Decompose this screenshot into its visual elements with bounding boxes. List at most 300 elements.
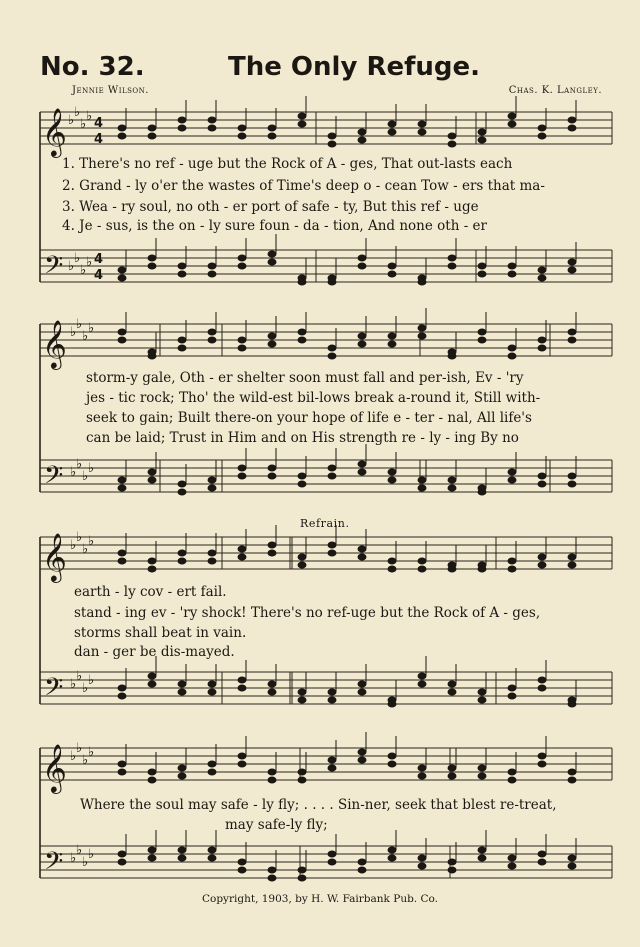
notehead: [538, 267, 546, 273]
notehead: [448, 263, 456, 269]
notehead: [118, 769, 126, 775]
notehead: [478, 847, 486, 853]
notehead: [298, 875, 306, 881]
composer-credit: Chas. K. Langley.: [508, 85, 602, 96]
notehead: [388, 121, 396, 127]
svg-text:♭: ♭: [88, 461, 95, 476]
notehead: [358, 137, 366, 143]
notehead: [418, 477, 426, 483]
notehead: [358, 689, 366, 695]
lyric-verse-3-line-2: seek to gain; Built there-on your hope of life e - ter - nal, All life's: [86, 410, 532, 426]
notehead: [208, 761, 216, 767]
notehead: [148, 255, 156, 261]
notehead: [328, 465, 336, 471]
svg-text:♭: ♭: [80, 263, 87, 278]
notehead: [478, 773, 486, 779]
notehead: [148, 769, 156, 775]
notehead: [208, 681, 216, 687]
notehead: [298, 777, 306, 783]
notehead: [448, 765, 456, 771]
lyric-verse-2-line-3: stand - ing ev - 'ry shock! There's no ref-uge but the Rock of A - ges,: [74, 605, 541, 621]
notehead: [268, 542, 276, 548]
notehead: [328, 141, 336, 147]
svg-text:♭: ♭: [86, 255, 93, 270]
notehead: [478, 855, 486, 861]
svg-text:♭: ♭: [88, 534, 95, 549]
notehead: [478, 263, 486, 269]
notehead: [508, 121, 516, 127]
notehead: [448, 353, 456, 359]
notehead: [358, 749, 366, 755]
svg-text:4: 4: [94, 268, 104, 283]
notehead: [298, 113, 306, 119]
notehead: [178, 337, 186, 343]
svg-text:4: 4: [94, 252, 104, 267]
notehead: [148, 263, 156, 269]
notehead: [448, 133, 456, 139]
svg-text:♭: ♭: [82, 753, 89, 768]
notehead: [448, 255, 456, 261]
notehead: [118, 275, 126, 281]
lyricist-credit: Jennie Wilson.: [72, 85, 149, 96]
notehead: [508, 777, 516, 783]
notehead: [268, 133, 276, 139]
notehead: [478, 129, 486, 135]
notehead: [118, 550, 126, 556]
notehead: [418, 121, 426, 127]
notehead: [508, 566, 516, 572]
notehead: [148, 353, 156, 359]
treble-clef-icon: 𝄞: [42, 532, 67, 581]
notehead: [208, 271, 216, 277]
notehead: [118, 851, 126, 857]
notehead: [358, 255, 366, 261]
notehead: [388, 263, 396, 269]
notehead: [538, 473, 546, 479]
notehead: [418, 765, 426, 771]
notehead: [238, 761, 246, 767]
notehead: [358, 859, 366, 865]
refrain-label: Refrain.: [300, 517, 350, 530]
notehead: [118, 337, 126, 343]
notehead: [418, 129, 426, 135]
notehead: [448, 689, 456, 695]
notehead: [268, 769, 276, 775]
notehead: [178, 855, 186, 861]
notehead: [268, 875, 276, 881]
notehead: [508, 863, 516, 869]
lyric-verse-3-line-1: 3. Wea - ry soul, no oth - er port of safe - ty, But this ref - uge: [62, 199, 479, 215]
notehead: [568, 267, 576, 273]
notehead: [508, 345, 516, 351]
svg-text:♭: ♭: [70, 538, 77, 553]
notehead: [508, 693, 516, 699]
notehead: [118, 477, 126, 483]
notehead: [568, 125, 576, 131]
notehead: [568, 855, 576, 861]
notehead: [448, 867, 456, 873]
notehead: [268, 341, 276, 347]
notehead: [178, 481, 186, 487]
notehead: [358, 554, 366, 560]
notehead: [118, 859, 126, 865]
notehead: [388, 761, 396, 767]
notehead: [268, 681, 276, 687]
svg-text:♭: ♭: [70, 851, 77, 866]
lyric-verse-2-line-1: 2. Grand - ly o'er the wastes of Time's deep o - cean Tow - ers that ma-: [62, 178, 545, 194]
notehead: [298, 554, 306, 560]
notehead: [418, 325, 426, 331]
notehead: [178, 773, 186, 779]
notehead: [448, 141, 456, 147]
notehead: [388, 477, 396, 483]
notehead: [508, 769, 516, 775]
notehead: [298, 689, 306, 695]
lyric-refrain-line-2: may safe-ly fly;: [225, 817, 328, 833]
notehead: [178, 681, 186, 687]
notehead: [208, 477, 216, 483]
treble-clef-icon: 𝄞: [42, 743, 67, 792]
notehead: [148, 469, 156, 475]
notehead: [268, 125, 276, 131]
notehead: [118, 329, 126, 335]
notehead: [388, 855, 396, 861]
notehead: [268, 465, 276, 471]
svg-text:♭: ♭: [74, 251, 81, 266]
notehead: [568, 329, 576, 335]
notehead: [298, 481, 306, 487]
svg-text:♭: ♭: [68, 113, 75, 128]
svg-text:♭: ♭: [70, 465, 77, 480]
notehead: [328, 697, 336, 703]
notehead: [508, 113, 516, 119]
notehead: [568, 562, 576, 568]
notehead: [208, 769, 216, 775]
notehead: [448, 773, 456, 779]
notehead: [328, 689, 336, 695]
notehead: [358, 546, 366, 552]
notehead: [208, 329, 216, 335]
notehead: [568, 701, 576, 707]
notehead: [538, 133, 546, 139]
notehead: [238, 867, 246, 873]
lyric-verse-1-line-1: 1. There's no ref - uge but the Rock of A - ges, That out-lasts each: [62, 156, 513, 172]
notehead: [328, 542, 336, 548]
notehead: [118, 125, 126, 131]
svg-text:♭: ♭: [76, 530, 83, 545]
notehead: [478, 329, 486, 335]
notehead: [508, 469, 516, 475]
notehead: [538, 337, 546, 343]
notehead: [358, 129, 366, 135]
notehead: [208, 337, 216, 343]
notehead: [268, 333, 276, 339]
notehead: [538, 275, 546, 281]
lyric-verse-2-line-2: jes - tic rock; Tho' the wild-est bil-lows break a-round it, Still with-: [86, 390, 541, 406]
notehead: [418, 333, 426, 339]
svg-text:♭: ♭: [88, 847, 95, 862]
notehead: [538, 562, 546, 568]
bass-clef-icon: 𝄢: [44, 673, 64, 708]
notehead: [178, 345, 186, 351]
notehead: [568, 863, 576, 869]
notehead: [178, 263, 186, 269]
bass-clef-icon: 𝄢: [44, 251, 64, 286]
notehead: [118, 761, 126, 767]
notehead: [328, 473, 336, 479]
svg-text:♭: ♭: [70, 325, 77, 340]
svg-text:♭: ♭: [82, 681, 89, 696]
notehead: [328, 859, 336, 865]
notehead: [508, 558, 516, 564]
notehead: [418, 855, 426, 861]
svg-text:♭: ♭: [76, 457, 83, 472]
notehead: [328, 345, 336, 351]
notehead: [238, 859, 246, 865]
notehead: [178, 117, 186, 123]
notehead: [448, 681, 456, 687]
notehead: [118, 267, 126, 273]
svg-text:♭: ♭: [86, 109, 93, 124]
notehead: [268, 689, 276, 695]
notehead: [298, 121, 306, 127]
notehead: [178, 489, 186, 495]
hymn-number: No. 32.: [40, 52, 145, 82]
treble-clef-icon: 𝄞: [42, 319, 67, 368]
notehead: [418, 673, 426, 679]
notehead: [478, 489, 486, 495]
notehead: [238, 337, 246, 343]
notehead: [298, 867, 306, 873]
notehead: [238, 546, 246, 552]
svg-text:4: 4: [94, 116, 104, 131]
notehead: [448, 566, 456, 572]
lyric-verse-4-line-1: 4. Je - sus, is the on - ly sure foun - da - tion, And none oth - er: [62, 218, 487, 234]
notehead: [148, 855, 156, 861]
notehead: [388, 341, 396, 347]
notehead: [238, 554, 246, 560]
notehead: [388, 701, 396, 707]
notehead: [208, 689, 216, 695]
notehead: [298, 697, 306, 703]
notehead: [118, 558, 126, 564]
notehead: [118, 133, 126, 139]
bass-clef-icon: 𝄢: [44, 461, 64, 496]
notehead: [328, 353, 336, 359]
notehead: [298, 473, 306, 479]
notehead: [538, 125, 546, 131]
notehead: [238, 255, 246, 261]
notehead: [478, 566, 486, 572]
notehead: [538, 345, 546, 351]
notehead: [388, 753, 396, 759]
notehead: [238, 473, 246, 479]
notehead: [508, 353, 516, 359]
notehead: [238, 685, 246, 691]
notehead: [208, 550, 216, 556]
notehead: [538, 761, 546, 767]
svg-text:♭: ♭: [76, 669, 83, 684]
lyric-verse-3-line-3: storms shall beat in vain.: [74, 625, 247, 641]
notehead: [418, 558, 426, 564]
svg-text:♭: ♭: [70, 749, 77, 764]
notehead: [358, 757, 366, 763]
notehead: [448, 485, 456, 491]
treble-clef-icon: 𝄞: [42, 107, 67, 156]
notehead: [568, 777, 576, 783]
notehead: [478, 697, 486, 703]
notehead: [238, 345, 246, 351]
notehead: [268, 259, 276, 265]
notehead: [298, 769, 306, 775]
notehead: [418, 863, 426, 869]
notehead: [148, 133, 156, 139]
notehead: [418, 566, 426, 572]
notehead: [418, 279, 426, 285]
notehead: [388, 271, 396, 277]
notehead: [298, 329, 306, 335]
notehead: [178, 550, 186, 556]
notehead: [568, 554, 576, 560]
notehead: [178, 689, 186, 695]
notehead: [418, 485, 426, 491]
notehead: [298, 562, 306, 568]
notehead: [508, 477, 516, 483]
notehead: [178, 125, 186, 131]
notehead: [328, 279, 336, 285]
svg-text:♭: ♭: [88, 745, 95, 760]
notehead: [358, 867, 366, 873]
notehead: [148, 558, 156, 564]
notehead: [148, 477, 156, 483]
notehead: [328, 550, 336, 556]
notehead: [358, 341, 366, 347]
notehead: [358, 461, 366, 467]
notehead: [568, 769, 576, 775]
notehead: [478, 137, 486, 143]
notehead: [238, 133, 246, 139]
notehead: [208, 847, 216, 853]
notehead: [538, 859, 546, 865]
svg-text:♭: ♭: [76, 741, 83, 756]
svg-text:4: 4: [94, 132, 104, 147]
svg-text:♭: ♭: [76, 843, 83, 858]
notehead: [178, 765, 186, 771]
notehead: [328, 851, 336, 857]
svg-text:♭: ♭: [68, 259, 75, 274]
notehead: [388, 847, 396, 853]
notehead: [148, 681, 156, 687]
notehead: [508, 855, 516, 861]
lyric-verse-4-line-3: dan - ger be dis-mayed.: [74, 644, 235, 660]
lyric-verse-1-line-3: earth - ly cov - ert fail.: [74, 584, 227, 600]
notehead: [538, 554, 546, 560]
notehead: [268, 251, 276, 257]
notehead: [148, 125, 156, 131]
notehead: [388, 129, 396, 135]
notehead: [388, 566, 396, 572]
notehead: [118, 685, 126, 691]
copyright-notice: Copyright, 1903, by H. W. Fairbank Pub. Co.: [201, 893, 438, 905]
notehead: [568, 337, 576, 343]
notehead: [178, 847, 186, 853]
notehead: [268, 867, 276, 873]
notehead: [538, 851, 546, 857]
notehead: [268, 473, 276, 479]
notehead: [118, 693, 126, 699]
notehead: [208, 855, 216, 861]
notehead: [268, 550, 276, 556]
svg-text:♭: ♭: [82, 329, 89, 344]
notehead: [508, 685, 516, 691]
notehead: [388, 469, 396, 475]
notehead: [238, 465, 246, 471]
svg-text:♭: ♭: [70, 677, 77, 692]
notehead: [358, 681, 366, 687]
notehead: [238, 263, 246, 269]
notehead: [178, 271, 186, 277]
svg-text:♭: ♭: [82, 855, 89, 870]
notehead: [208, 125, 216, 131]
notehead: [238, 125, 246, 131]
notehead: [568, 117, 576, 123]
notehead: [328, 765, 336, 771]
lyric-refrain-line-1: Where the soul may safe - ly fly; . . . . Sin-ner, seek that blest re-treat,: [80, 797, 557, 813]
notehead: [508, 263, 516, 269]
notehead: [298, 279, 306, 285]
notehead: [568, 481, 576, 487]
notehead: [268, 777, 276, 783]
notehead: [418, 773, 426, 779]
notehead: [478, 337, 486, 343]
notehead: [148, 847, 156, 853]
notehead: [358, 469, 366, 475]
notehead: [148, 673, 156, 679]
notehead: [208, 485, 216, 491]
notehead: [328, 757, 336, 763]
notehead: [538, 677, 546, 683]
notehead: [178, 558, 186, 564]
notehead: [148, 777, 156, 783]
notehead: [568, 473, 576, 479]
notehead: [568, 259, 576, 265]
svg-text:♭: ♭: [80, 117, 87, 132]
notehead: [478, 271, 486, 277]
notehead: [538, 753, 546, 759]
notehead: [508, 271, 516, 277]
svg-text:♭: ♭: [76, 317, 83, 332]
bass-clef-icon: 𝄢: [44, 847, 64, 882]
notehead: [478, 689, 486, 695]
notehead: [238, 753, 246, 759]
notehead: [208, 263, 216, 269]
svg-text:♭: ♭: [74, 105, 81, 120]
notehead: [208, 117, 216, 123]
notehead: [148, 566, 156, 572]
svg-text:♭: ♭: [82, 469, 89, 484]
notehead: [238, 677, 246, 683]
svg-text:♭: ♭: [88, 321, 95, 336]
notehead: [388, 333, 396, 339]
notehead: [208, 558, 216, 564]
svg-text:♭: ♭: [88, 673, 95, 688]
notehead: [328, 133, 336, 139]
notehead: [418, 681, 426, 687]
notehead: [538, 481, 546, 487]
notehead: [538, 685, 546, 691]
notehead: [358, 333, 366, 339]
notehead: [478, 765, 486, 771]
